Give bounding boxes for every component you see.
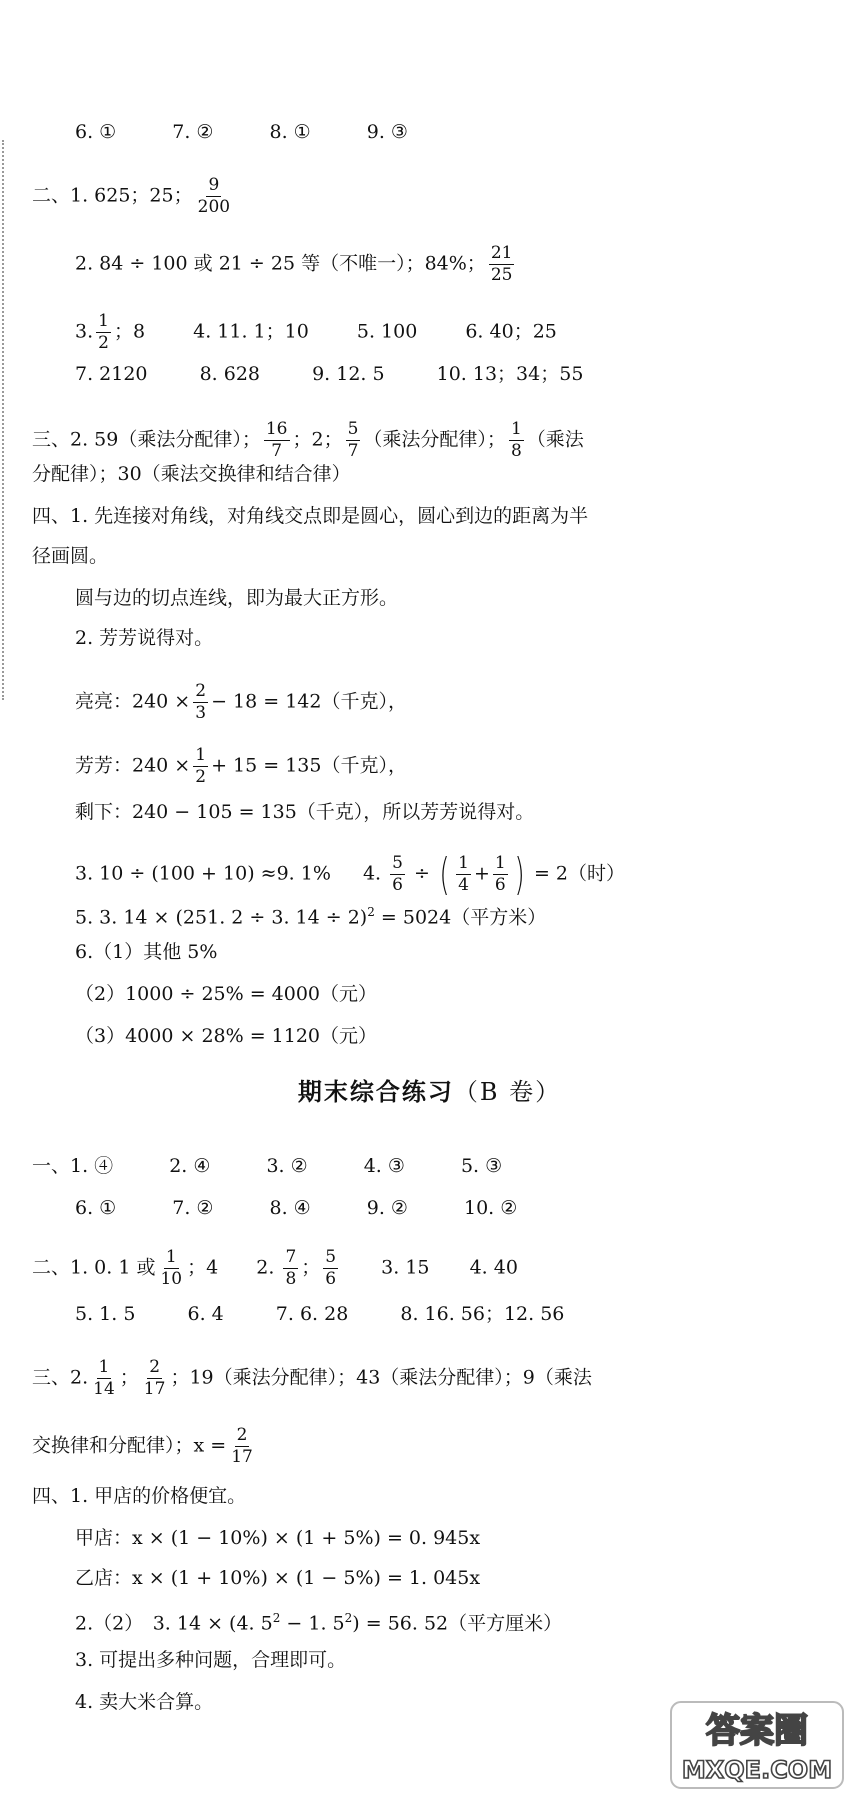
line-4-6-1: 6.（1）其他 5% bbox=[75, 941, 218, 963]
line-jiadian: 甲店：x × (1 − 10%) × (1 + 5%) = 0. 945x bbox=[75, 1527, 481, 1549]
line-4-1: 四、1. 先连接对角线，对角线交点即是圆心，圆心到边的距离为半 bbox=[32, 505, 589, 527]
binding-edge bbox=[2, 140, 4, 700]
fraction: $\frac{5}{6}$ bbox=[392, 853, 403, 895]
fraction: $\frac{5}{7}$ bbox=[347, 419, 359, 461]
line-4-1-b: 圆与边的切点连线，即为最大正方形。 bbox=[75, 587, 399, 609]
line-liangliang: 亮亮：240 × $\frac{2}{3}$ − 18 = 142（千克）， bbox=[75, 681, 407, 723]
line-2-1: 二、1. 625；25； $\frac{9}{200}$ bbox=[32, 175, 231, 217]
line-b-choice-1-5: 一、1. ④ 2. ④ 3. ② 4. ③ 5. ③ bbox=[32, 1155, 503, 1177]
line-2-7: 7. 2120 8. 628 9. 12. 5 10. 13；34；55 bbox=[75, 363, 584, 385]
fraction: $\frac{5}{6}$ bbox=[325, 1247, 337, 1289]
line-4-6-3: （3）4000 × 28% = 1120（元） bbox=[75, 1025, 378, 1047]
line-b-4-3: 3. 可提出多种问题，合理即可。 bbox=[75, 1649, 347, 1671]
line-2-2: 2. 84 ÷ 100 或 21 ÷ 25 等（不唯一）；84%； $\frac{21}{25}$ bbox=[75, 243, 513, 285]
line-b-4-2: 2.（2） 3. 14 × (4. $5^2 - 1$. $5^2) = 56$. 52（平方厘米） bbox=[75, 1611, 563, 1635]
line-4-2: 2. 芳芳说得对。 bbox=[75, 627, 214, 649]
fraction: $\frac{1}{2}$ bbox=[98, 311, 109, 353]
line-3-2-cont: 分配律）；30（乘法交换律和结合律） bbox=[32, 463, 351, 485]
fraction: $\frac{1}{8}$ bbox=[510, 419, 522, 461]
right-paren: ) bbox=[514, 848, 525, 900]
watermark-top-text: 答案圈 bbox=[706, 1711, 808, 1751]
line-b-3-2: 三、2. $\frac{1}{14}$ ； $\frac{2}{17}$ ；19（乘法分配律）；43（乘法分配律）；9（乘法 bbox=[32, 1357, 592, 1399]
line-b-4-1: 四、1. 甲店的价格便宜。 bbox=[32, 1485, 247, 1507]
line-4-5: 5. 3. 14 × (251. 2 ÷ 3. 14 ÷ 2)$^2$ = 5024（平方米） bbox=[75, 905, 547, 929]
watermark-logo bbox=[667, 1698, 847, 1792]
fraction: $\frac{1}{14}$ bbox=[93, 1357, 115, 1399]
fraction: $\frac{2}{17}$ bbox=[231, 1425, 253, 1467]
line-b-3-2-cont: 交换律和分配律）；x = $\frac{2}{17}$ bbox=[32, 1425, 253, 1467]
fraction: $\frac{9}{200}$ bbox=[197, 175, 231, 217]
fraction: $\frac{1}{2}$ bbox=[195, 745, 207, 787]
fraction: $\frac{16}{7}$ bbox=[265, 419, 288, 461]
line-4-6-2: （2）1000 ÷ 25% = 4000（元） bbox=[75, 983, 378, 1005]
line-4-3-4: 3. 10 ÷ (100 + 10) ≈9. 1% 4. $\frac{5}{6}$ ÷ ( $\frac{1}{4}$ + $\frac{1}{6}$ ) = 2（时） bbox=[75, 848, 625, 900]
line-4-1-cont: 径画圆。 bbox=[32, 545, 109, 567]
line-b-4-4: 4. 卖大米合算。 bbox=[75, 1691, 214, 1713]
line-b-2-5: 5. 1. 5 6. 4 7. 6. 28 8. 16. 56；12. 56 bbox=[75, 1303, 565, 1325]
fraction: $\frac{2}{3}$ bbox=[195, 681, 207, 723]
line-b-choice-6-10: 6. ① 7. ② 8. ④ 9. ② 10. ② bbox=[75, 1197, 518, 1219]
section-title: 期末综合练习（B 卷） bbox=[297, 1077, 562, 1106]
fraction: $\frac{1}{4}$ bbox=[458, 853, 469, 895]
line-fangfang: 芳芳：240 × $\frac{1}{2}$ + 15 = 135（千克）， bbox=[75, 745, 407, 787]
line-3-2: 三、2. 59（乘法分配律）； $\frac{16}{7}$ ；2； $\frac{5}{7}$ （乘法分配律）； $\frac{1}{8}$ （乘法 bbox=[32, 419, 584, 461]
line-2-3: 3. $\frac{1}{2}$ ；8 4. 11. 1；10 5. 100 6. 40；25 bbox=[75, 311, 557, 353]
watermark-bottom-text: MXQE.COM bbox=[681, 1756, 833, 1784]
fraction: $\frac{1}{6}$ bbox=[494, 853, 506, 895]
left-paren: ( bbox=[439, 848, 450, 900]
fraction: $\frac{7}{8}$ bbox=[285, 1247, 297, 1289]
line-choice-6-9: 6. ① 7. ② 8. ① 9. ③ bbox=[75, 121, 408, 143]
fraction: $\frac{21}{25}$ bbox=[490, 243, 513, 285]
line-b-2-1: 二、1. 0. 1 或 $\frac{1}{10}$ ；4 2. $\frac{7}{8}$ ； $\frac{5}{6}$ 3. 15 4. 40 bbox=[32, 1247, 518, 1289]
line-yidian: 乙店：x × (1 + 10%) × (1 − 5%) = 1. 045x bbox=[75, 1567, 481, 1589]
line-remaining: 剩下：240 − 105 = 135（千克），所以芳芳说得对。 bbox=[75, 801, 535, 823]
fraction: $\frac{1}{10}$ bbox=[160, 1247, 183, 1289]
fraction: $\frac{2}{17}$ bbox=[143, 1357, 166, 1399]
